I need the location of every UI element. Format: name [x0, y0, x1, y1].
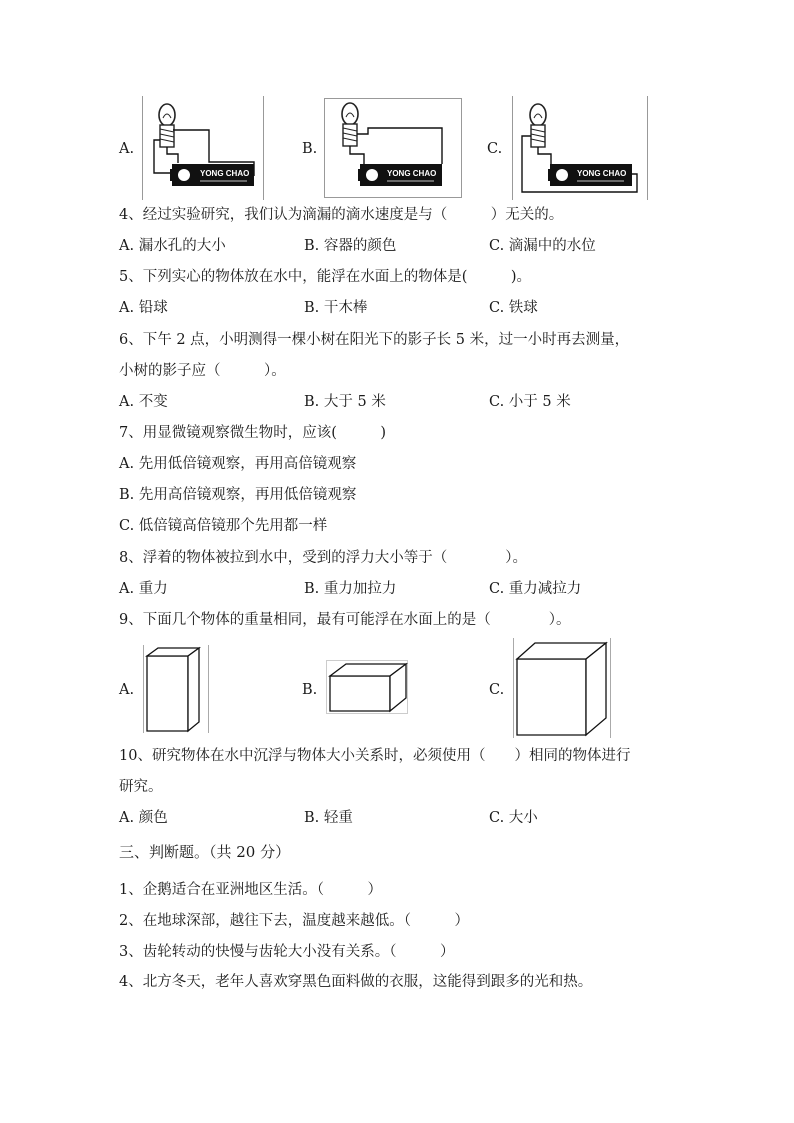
- question-4-option-a[interactable]: A. 漏水孔的大小: [119, 238, 226, 254]
- question-5-stem: 5、下列实心的物体放在水中，能浮在水面上的物体是( )。: [119, 269, 532, 285]
- question-10-stem-line2: 研究。: [119, 779, 163, 795]
- circuit-diagram-b: [324, 98, 462, 198]
- battery-c-label: YONG CHAO: [577, 169, 627, 178]
- battery-a-label: YONG CHAO: [200, 169, 250, 178]
- question-7-stem: 7、用显微镜观察微生物时，应该( ): [119, 425, 387, 441]
- section-3-title: 三、判断题。（共 20 分）: [119, 843, 291, 861]
- question-6-option-a[interactable]: A. 不变: [119, 394, 168, 410]
- question-6-option-b[interactable]: B. 大于 5 米: [304, 394, 386, 410]
- circuit-diagram-a: [142, 96, 264, 200]
- question-5-option-c[interactable]: C. 铁球: [489, 300, 538, 316]
- battery-b-label: YONG CHAO: [387, 169, 437, 178]
- flat-box-shape: [326, 660, 408, 714]
- question-4-option-b[interactable]: B. 容器的颜色: [304, 238, 397, 254]
- question-10-option-a[interactable]: A. 颜色: [119, 810, 168, 826]
- question-6-option-c[interactable]: C. 小于 5 米: [489, 394, 571, 410]
- shape-option-a-label[interactable]: A.: [119, 682, 135, 698]
- judgment-item-3: 3、齿轮转动的快慢与齿轮大小没有关系。（ ）: [119, 944, 455, 960]
- circuit-option-b-label: B.: [302, 141, 318, 157]
- circuit-diagram-c: [512, 96, 648, 200]
- question-6-stem: 6、下午 2 点，小明测得一棵小树在阳光下的影子长 5 米，过一小时再去测量，: [119, 332, 630, 348]
- question-4-stem: 4、经过实验研究，我们认为滴漏的滴水速度是与（ ）无关的。: [119, 207, 564, 223]
- judgment-item-4: 4、北方冬天，老年人喜欢穿黑色面料做的衣服，这能得到跟多的光和热。: [119, 974, 593, 990]
- judgment-item-2: 2、在地球深部，越往下去，温度越来越低。（ ）: [119, 913, 469, 929]
- question-9-stem: 9、下面几个物体的重量相同，最有可能浮在水面上的是（ ）。: [119, 612, 571, 628]
- question-6-stem-line2: 小树的影子应（ ）。: [119, 363, 286, 379]
- shape-option-c-label[interactable]: C.: [489, 682, 505, 698]
- question-5-option-a[interactable]: A. 铅球: [119, 300, 168, 316]
- question-10-stem: 10、研究物体在水中沉浮与物体大小关系时，必须使用（ ）相同的物体进行: [119, 748, 631, 764]
- circuit-option-c-label: C.: [487, 141, 503, 157]
- question-8-option-b[interactable]: B. 重力加拉力: [304, 581, 397, 597]
- circuit-option-a-label: A.: [119, 141, 135, 157]
- question-7-option-c[interactable]: C. 低倍镜高倍镜那个先用都一样: [119, 518, 328, 534]
- tall-box-shape: [143, 645, 209, 733]
- question-8-option-c[interactable]: C. 重力减拉力: [489, 581, 582, 597]
- question-4-option-c[interactable]: C. 滴漏中的水位: [489, 238, 596, 254]
- question-7-option-b[interactable]: B. 先用高倍镜观察，再用低倍镜观察: [119, 487, 357, 503]
- question-8-stem: 8、浮着的物体被拉到水中，受到的浮力大小等于（ ）。: [119, 550, 527, 566]
- question-7-option-a[interactable]: A. 先用低倍镜观察，再用高倍镜观察: [119, 456, 357, 472]
- question-5-option-b[interactable]: B. 干木棒: [304, 300, 368, 316]
- question-10-option-b[interactable]: B. 轻重: [304, 810, 353, 826]
- question-10-option-c[interactable]: C. 大小: [489, 810, 538, 826]
- large-cube-shape: [513, 638, 611, 738]
- shape-option-b-label[interactable]: B.: [302, 682, 318, 698]
- judgment-item-1: 1、企鹅适合在亚洲地区生活。（ ）: [119, 882, 382, 898]
- question-8-option-a[interactable]: A. 重力: [119, 581, 168, 597]
